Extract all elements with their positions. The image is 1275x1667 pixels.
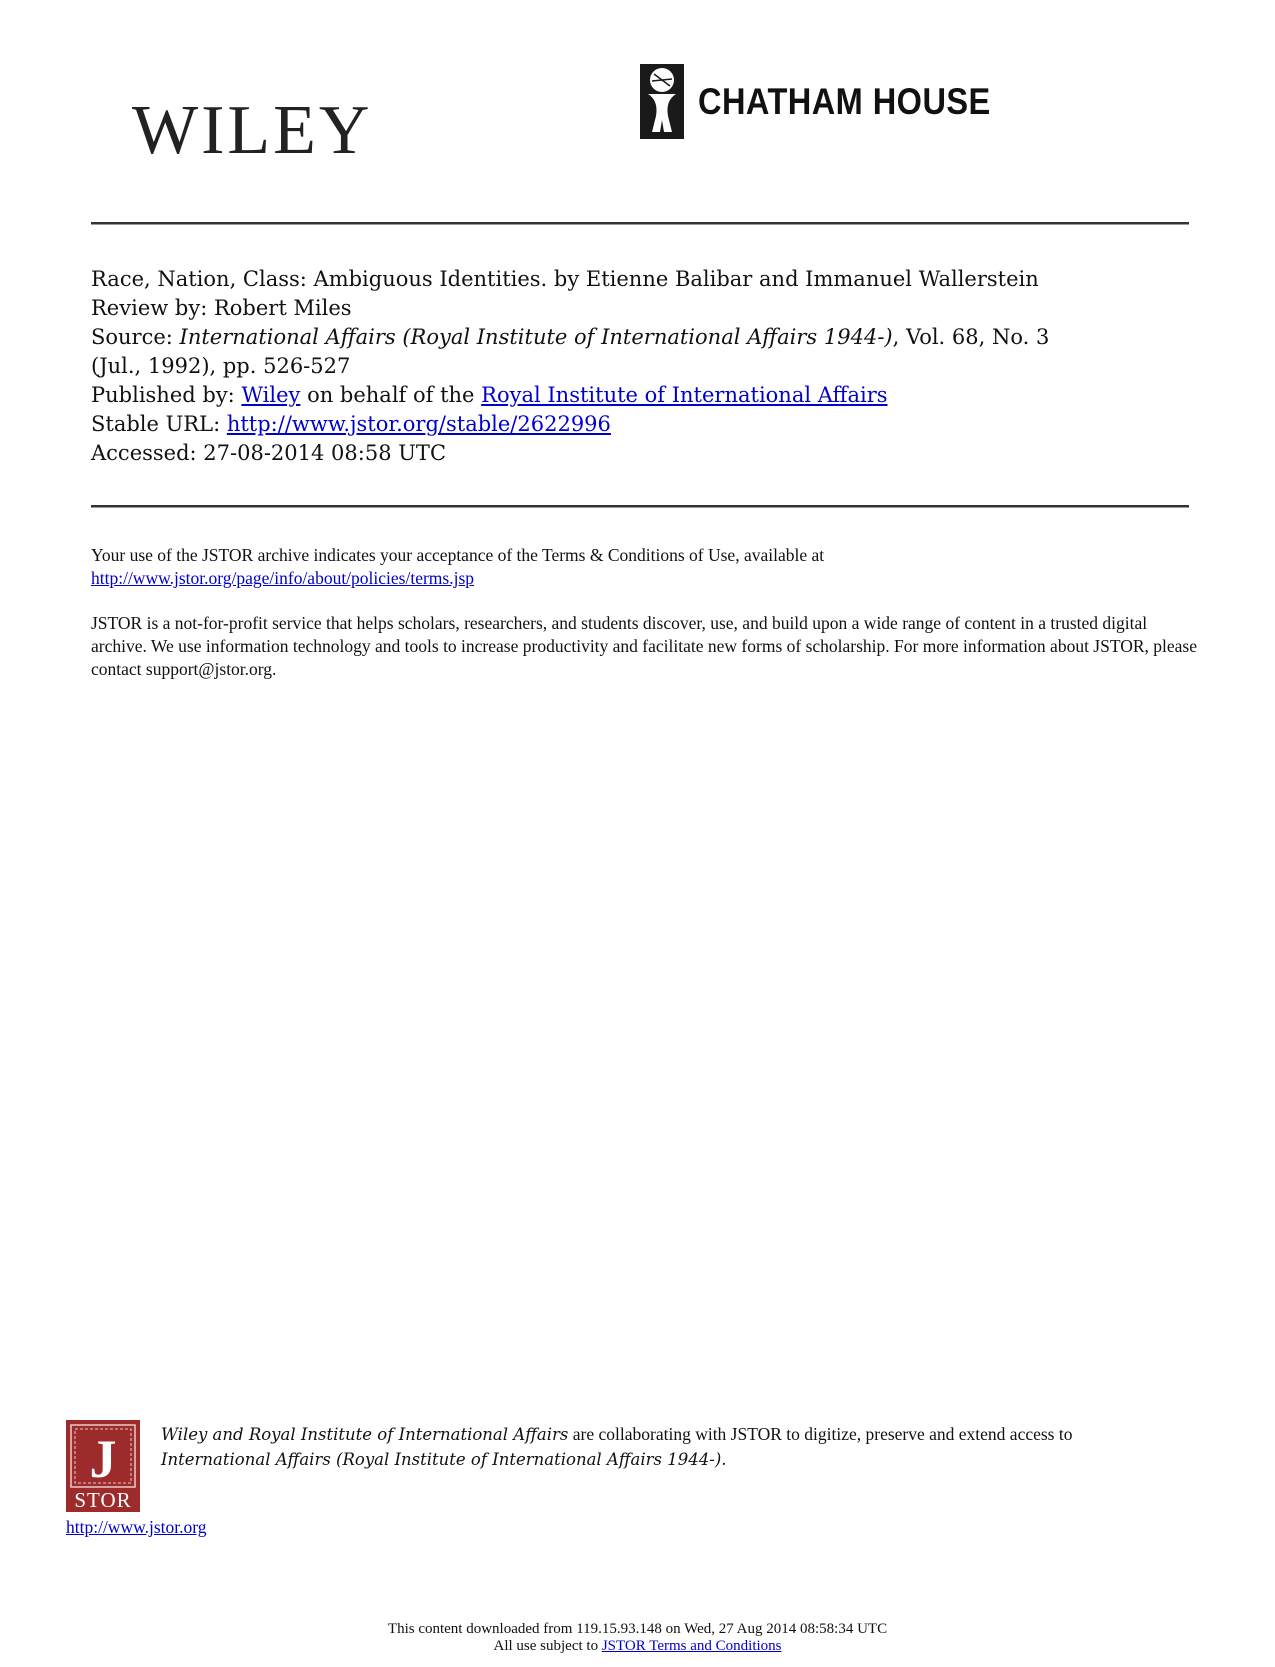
chatham-house-wordmark: CHATHAM HOUSE (698, 80, 991, 122)
top-divider (91, 222, 1189, 225)
citation-block (91, 265, 1191, 468)
chatham-house-logo (640, 64, 1031, 139)
article-title: Race, Nation, Class: Ambiguous Identities. by Etienne Balibar and Immanuel Wallerstein (91, 267, 1039, 291)
terms-text: Your use of the JSTOR archive indicates your acceptance of the Terms & Conditions of Use, available at (91, 545, 825, 565)
collab-partners: Wiley and Royal Institute of International Affairs (161, 1425, 569, 1444)
subject-prefix: All use subject to (493, 1638, 602, 1654)
source-volume: , Vol. 68, No. 3 (892, 325, 1050, 349)
globe-figure-icon (640, 64, 684, 139)
jstor-home-link[interactable]: http://www.jstor.org (66, 1517, 207, 1537)
bottom-divider (91, 505, 1189, 508)
source-journal: International Affairs (Royal Institute of International Affairs 1944-) (179, 325, 893, 349)
download-info: This content downloaded from 119.15.93.148 on Wed, 27 Aug 2014 08:58:34 UTC (387, 1621, 888, 1637)
terms-notice (91, 544, 1201, 590)
terms-url-link[interactable]: http://www.jstor.org/page/info/about/policies/terms.jsp (91, 568, 475, 588)
collab-middle: are collaborating with JSTOR to digitize, preserve and extend access to (568, 1424, 1073, 1444)
stable-url-link[interactable]: http://www.jstor.org/stable/2622996 (226, 412, 611, 436)
accessed-date: Accessed: 27-08-2014 08:58 UTC (91, 441, 447, 465)
source-line (91, 323, 1191, 352)
download-footer (0, 1621, 1275, 1655)
collaboration-notice (161, 1422, 1221, 1472)
stable-url-line (91, 410, 1191, 439)
published-line (91, 381, 1191, 410)
jstor-logo-text: STOR (74, 1488, 132, 1512)
stable-url-label: Stable URL: (91, 412, 227, 436)
institute-link[interactable]: Royal Institute of International Affairs (481, 383, 888, 407)
publisher-link[interactable]: Wiley (241, 383, 301, 407)
jstor-about-paragraph: JSTOR is a not-for-profit service that helps scholars, researchers, and students discover, use, and build upon a wide range of content in a trusted digital archive. We use information technology and tools to increase productivity and facilitate new forms of scholarship. For more information about JSTOR, please contact support@jstor.org. (91, 613, 1198, 679)
jstor-terms-link[interactable]: JSTOR Terms and Conditions (601, 1638, 782, 1654)
wiley-logo: WILEY (132, 92, 373, 169)
source-label: Source: (91, 325, 180, 349)
published-middle: on behalf of the (300, 383, 482, 407)
collab-journal: International Affairs (Royal Institute of International Affairs 1944-). (161, 1450, 727, 1469)
source-date-pages: (Jul., 1992), pp. 526-527 (91, 354, 351, 378)
jstor-logo-letter: J (89, 1429, 117, 1489)
jstor-logo (66, 1420, 140, 1512)
review-by: Review by: Robert Miles (91, 296, 352, 320)
published-label: Published by: (91, 383, 242, 407)
terms-subject-line (0, 1638, 1275, 1655)
